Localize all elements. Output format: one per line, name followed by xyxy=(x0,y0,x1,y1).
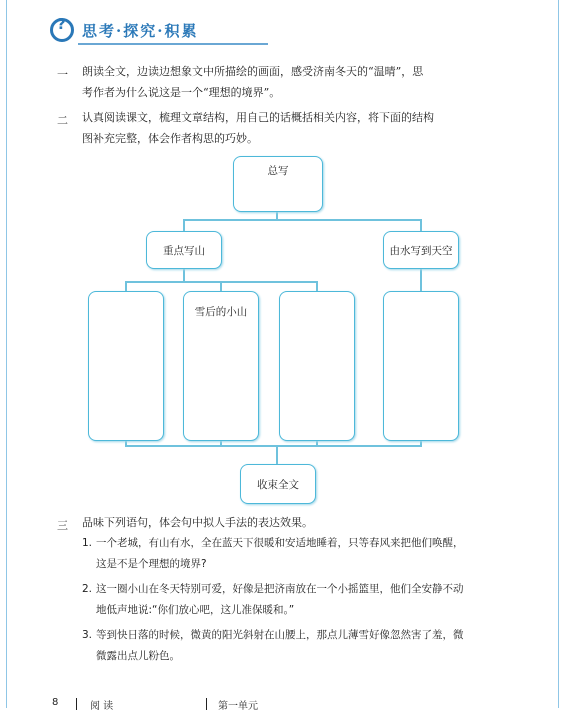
leaf-box-2-label: 雪后的小山 xyxy=(194,306,248,318)
question-mark-glyph: ? xyxy=(57,15,66,33)
box-mountain-focus xyxy=(146,231,222,269)
connector-top-horizontal xyxy=(183,219,421,221)
box-conclusion xyxy=(240,464,316,504)
sentence-2-line-2: 地低声地说:“你们放心吧，这儿准保暖和。” xyxy=(96,604,295,616)
sentence-1-line-2: 这是不是个理想的境界? xyxy=(96,558,207,570)
question-2-number: 二 xyxy=(57,114,68,127)
sentence-1-number: 1. xyxy=(82,537,93,549)
sentence-3-line-2: 微露出点儿粉色。 xyxy=(96,650,180,662)
page-number: 8 xyxy=(52,697,59,708)
question-3-line-1: 品味下列语句，体会句中拟人手法的表达效果。 xyxy=(82,516,313,529)
sentence-1-line-1: 一个老城，有山有水，全在蓝天下很暖和安适地睡着，只等春风来把他们唤醒， xyxy=(96,537,464,549)
connector-bottom-horizontal xyxy=(125,445,422,447)
sentence-3-number: 3. xyxy=(82,629,93,641)
question-2-line-2: 图补充完整，体会作者构思的巧妙。 xyxy=(82,132,258,145)
leaf-box-1[interactable] xyxy=(88,291,164,441)
leaf-box-4[interactable] xyxy=(383,291,459,441)
box-overview-label: 总写 xyxy=(267,165,289,177)
box-conclusion-label: 收束全文 xyxy=(257,479,299,491)
title-underline xyxy=(78,43,268,45)
box-mountain-focus-label: 重点写山 xyxy=(163,245,205,257)
footer-unit: 第一单元 xyxy=(218,701,258,712)
connector-to-bottom xyxy=(276,445,278,465)
connector-right-branch-down xyxy=(420,267,422,292)
box-overview xyxy=(233,156,323,212)
leaf-box-3[interactable] xyxy=(279,291,355,441)
question-1-number: 一 xyxy=(57,68,68,81)
section-title: 思考·探究·积累 xyxy=(82,22,199,40)
box-water-sky-label: 由水写到天空 xyxy=(389,245,453,257)
sentence-2-line-1: 这一圈小山在冬天特别可爱，好像是把济南放在一个小摇篮里，他们全安静不动 xyxy=(96,583,464,595)
footer-separator-1 xyxy=(76,698,77,710)
question-3-number: 三 xyxy=(57,519,68,532)
connector-left-branch-down xyxy=(183,267,185,282)
question-1-line-2: 考作者为什么说这是一个“理想的境界”。 xyxy=(82,86,281,99)
footer-separator-2 xyxy=(206,698,207,710)
box-water-sky xyxy=(383,231,459,269)
sentence-3-line-1: 等到快日落的时候，微黄的阳光斜射在山腰上，那点儿薄雪好像忽然害了羞，微 xyxy=(96,629,464,641)
leaf-box-2[interactable] xyxy=(183,291,259,441)
question-1-line-1: 朗读全文，边读边想象文中所描绘的画面，感受济南冬天的“温晴”，思 xyxy=(82,65,424,78)
question-2-line-1: 认真阅读课文，梳理文章结构，用自己的话概括相关内容，将下面的结构 xyxy=(82,111,434,124)
sentence-2-number: 2. xyxy=(82,583,93,595)
footer-section: 阅 读 xyxy=(90,701,114,712)
